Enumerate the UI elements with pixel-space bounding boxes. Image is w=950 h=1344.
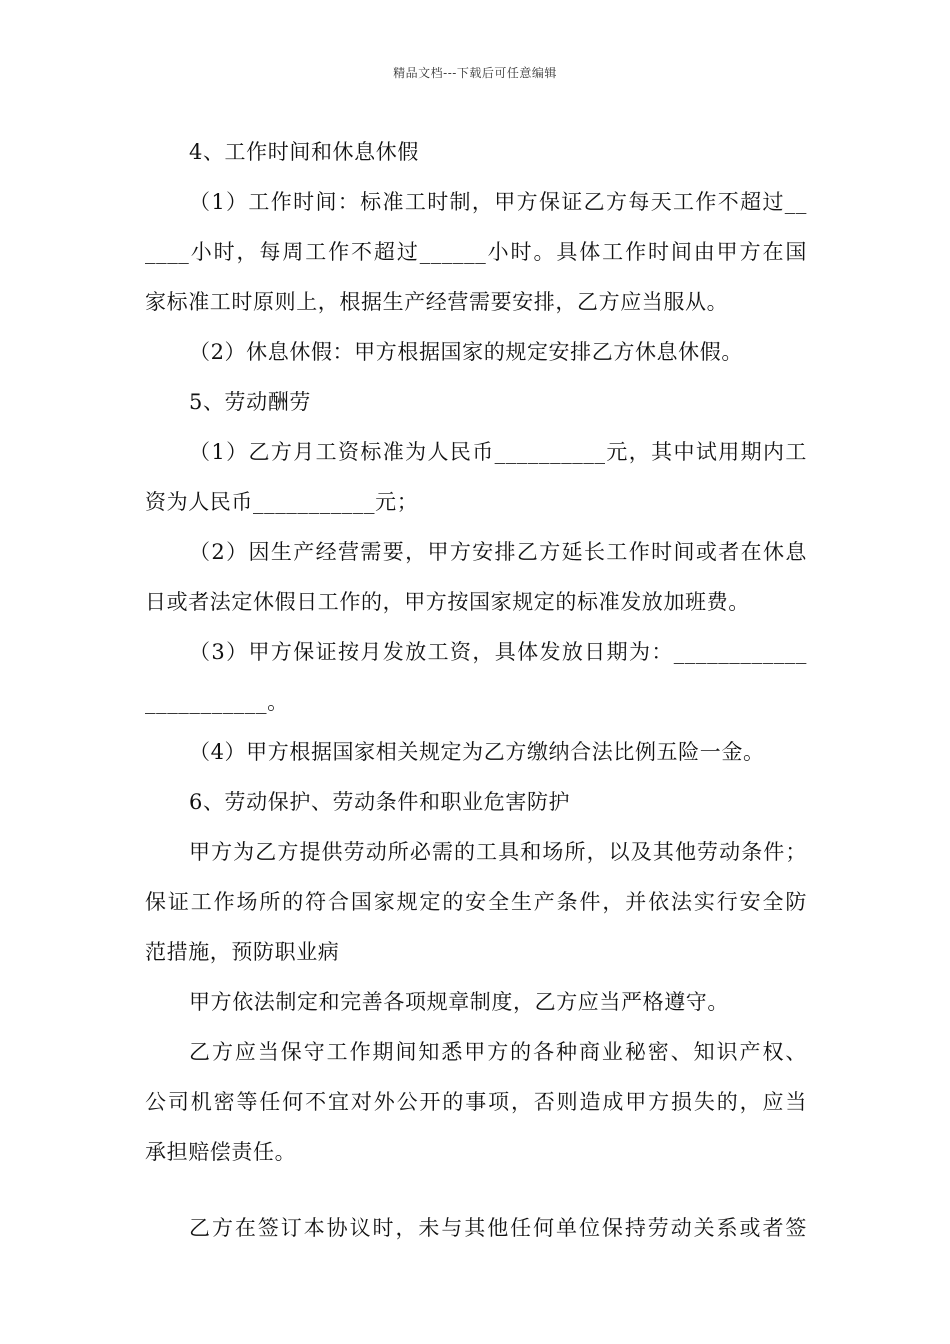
text-line: （1）乙方月工资标准为人民币__________元，其中试用期内工	[189, 440, 807, 464]
text-line: 甲方依法制定和完善各项规章制度，乙方应当严格遵守。	[189, 990, 729, 1014]
text-line: （2）休息休假：甲方根据国家的规定安排乙方休息休假。	[189, 340, 743, 364]
document-body	[145, 132, 807, 1258]
text-line: ____小时，每周工作不超过______小时。具体工作时间由甲方在国	[145, 240, 807, 264]
text-line: （3）甲方保证按月发放工资，具体发放日期为：____________	[189, 640, 807, 664]
text-line: 6、劳动保护、劳动条件和职业危害防护	[189, 790, 571, 814]
text-line: 乙方应当保守工作期间知悉甲方的各种商业秘密、知识产权、	[189, 1040, 807, 1064]
text-line: （2）因生产经营需要，甲方安排乙方延长工作时间或者在休息	[189, 540, 807, 564]
text-line: 家标准工时原则上，根据生产经营需要安排，乙方应当服从。	[145, 290, 729, 314]
text-line: 保证工作场所的符合国家规定的安全生产条件，并依法实行安全防	[145, 890, 807, 914]
paragraph-spacer	[145, 1182, 807, 1208]
text-line: 乙方在签订本协议时，未与其他任何单位保持劳动关系或者签	[189, 1216, 807, 1240]
page-header: 精品文档---下载后可任意编辑	[393, 66, 557, 80]
text-line: （4）甲方根据国家相关规定为乙方缴纳合法比例五险一金。	[189, 740, 765, 764]
text-line: （1）工作时间：标准工时制，甲方保证乙方每天工作不超过__	[189, 190, 807, 214]
text-line: 甲方为乙方提供劳动所必需的工具和场所，以及其他劳动条件；	[189, 840, 807, 864]
text-line: 4、工作时间和休息休假	[189, 140, 419, 164]
text-line: ___________。	[145, 690, 289, 714]
text-line: 5、劳动酬劳	[189, 390, 311, 414]
text-line: 承担赔偿责任。	[145, 1140, 297, 1164]
text-line: 日或者法定休假日工作的，甲方按国家规定的标准发放加班费。	[145, 590, 750, 614]
text-line: 公司机密等任何不宜对外公开的事项，否则造成甲方损失的，应当	[145, 1090, 807, 1114]
text-line: 资为人民币___________元；	[145, 490, 419, 514]
text-line: 范措施，预防职业病	[145, 940, 340, 964]
